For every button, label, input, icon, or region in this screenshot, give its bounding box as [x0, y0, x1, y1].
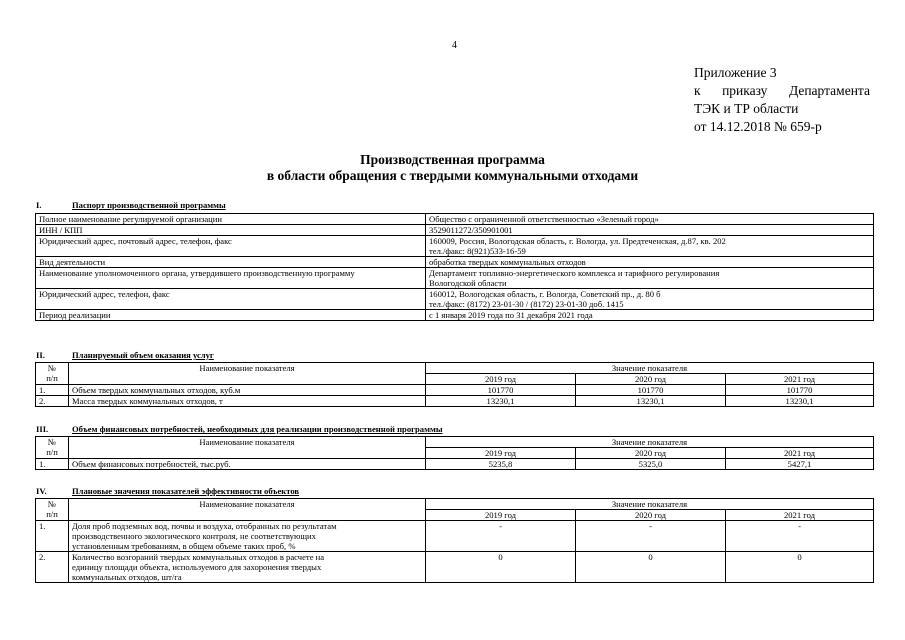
appendix-line-4: от 14.12.2018 № 659-р: [694, 119, 822, 134]
column-header-year: 2020 год: [576, 448, 726, 459]
row-label: Юридический адрес, телефон, факс: [36, 289, 426, 310]
row-value: 3529011272/350901001: [426, 225, 874, 236]
column-header-year: 2021 год: [726, 448, 874, 459]
table-row: [36, 459, 874, 470]
services-volume-table: [35, 362, 874, 407]
column-header-number: № п/п: [36, 363, 69, 385]
value-line: тел./факс: (8172) 23-01-30 / (8172) 23-01-30 доб. 1415: [429, 299, 624, 309]
row-value: 101770: [726, 385, 874, 396]
appendix-word: к: [694, 83, 701, 98]
row-value: 0: [426, 552, 576, 583]
column-header-name: Наименование показателя: [69, 363, 426, 385]
table-row: [36, 385, 874, 396]
section-number: I.: [36, 200, 42, 210]
column-header-year: 2019 год: [426, 510, 576, 521]
column-header-year: 2020 год: [576, 374, 726, 385]
value-line: Департамент топливно-энергетического комплекса и тарифного регулирования: [429, 268, 720, 278]
row-value: Общество с ограниченной ответственностью «Зеленый город»: [426, 214, 874, 225]
table-header-row: [36, 499, 874, 510]
column-header-number: № п/п: [36, 437, 69, 459]
section-title: Объем финансовых потребностей, необходимых для реализации производственной программы: [72, 424, 443, 434]
appendix-block: [694, 64, 870, 136]
name-line: установленным требованиям, в общем объеме таких проб, %: [72, 541, 296, 551]
name-line: производственного экологического контроля, не соответствующих: [72, 531, 316, 541]
section-number: III.: [36, 424, 49, 434]
section-3-heading: [36, 424, 443, 434]
row-value: с 1 января 2019 года по 31 декабря 2021 года: [426, 310, 874, 321]
name-line: Доля проб подземных вод, почвы и воздуха, отобранных по результатам: [72, 521, 337, 531]
table-row: [36, 552, 874, 583]
table-row: [36, 214, 874, 225]
value-line: тел./факс: 8(921)533-16-59: [429, 246, 526, 256]
column-header-value: Значение показателя: [426, 437, 874, 448]
section-number: IV.: [36, 486, 47, 496]
column-header-value: Значение показателя: [426, 363, 874, 374]
row-value: [426, 236, 874, 257]
table-row: [36, 289, 874, 310]
appendix-line-1: Приложение 3: [694, 65, 777, 80]
row-number: 1.: [36, 385, 69, 396]
passport-table: [35, 213, 874, 321]
name-line: Количество возгораний твердых коммунальных отходов в расчете на: [72, 552, 325, 562]
column-header-year: 2020 год: [576, 510, 726, 521]
appendix-word: Департамента: [788, 83, 870, 98]
name-line: единицу площади объекта, используемого для захоронения твердых: [72, 562, 322, 572]
column-header-year: 2021 год: [726, 374, 874, 385]
column-header-name: Наименование показателя: [69, 499, 426, 521]
column-header-name: Наименование показателя: [69, 437, 426, 459]
row-value: 13230,1: [426, 396, 576, 407]
section-number: II.: [36, 350, 45, 360]
table-row: [36, 521, 874, 552]
row-name: [69, 521, 426, 552]
table-row: [36, 268, 874, 289]
table-row: [36, 236, 874, 257]
column-header-year: 2021 год: [726, 510, 874, 521]
row-name: [69, 552, 426, 583]
row-value: 101770: [426, 385, 576, 396]
row-value: [426, 289, 874, 310]
row-label: Полное наименование регулируемой организации: [36, 214, 426, 225]
page-number: 4: [452, 40, 457, 51]
appendix-line-2: [694, 82, 870, 100]
row-label: Юридический адрес, почтовый адрес, телефон, факс: [36, 236, 426, 257]
row-value: 5325,0: [576, 459, 726, 470]
row-value: -: [726, 521, 874, 552]
row-value: -: [426, 521, 576, 552]
section-4-heading: [36, 486, 299, 496]
efficiency-indicators-table: [35, 498, 874, 583]
table-row: [36, 257, 874, 268]
row-value: 13230,1: [726, 396, 874, 407]
row-value: 5235,8: [426, 459, 576, 470]
table-row: [36, 225, 874, 236]
row-name: Масса твердых коммунальных отходов, т: [69, 396, 426, 407]
row-value: обработка твердых коммунальных отходов: [426, 257, 874, 268]
column-header-year: 2019 год: [426, 448, 576, 459]
row-number: 2.: [36, 396, 69, 407]
section-1-heading: [36, 200, 226, 210]
value-line: 160009, Россия, Вологодская область, г. Вологда, ул. Предтеченская, д.87, кв. 202: [429, 236, 726, 246]
table-row: [36, 310, 874, 321]
row-number: 2.: [36, 552, 69, 583]
row-value: [426, 268, 874, 289]
row-label: ИНН / КПП: [36, 225, 426, 236]
row-label: Вид деятельности: [36, 257, 426, 268]
financial-needs-table: [35, 436, 874, 470]
row-value: 0: [726, 552, 874, 583]
value-line: Вологодской области: [429, 278, 507, 288]
appendix-line-3: ТЭК и ТР области: [694, 101, 799, 116]
row-value: 13230,1: [576, 396, 726, 407]
document-subtitle: в области обращения с твердыми коммунальными отходами: [266, 168, 639, 183]
row-name: Объем твердых коммунальных отходов, куб.м: [69, 385, 426, 396]
section-title: Плановые значения показателей эффективности объектов: [72, 486, 300, 496]
row-number: 1.: [36, 521, 69, 552]
section-title: Паспорт производственной программы: [72, 200, 226, 210]
row-label: Период реализации: [36, 310, 426, 321]
section-title: Планируемый объем оказания услуг: [72, 350, 214, 360]
column-header-value: Значение показателя: [426, 499, 874, 510]
column-header-year: 2019 год: [426, 374, 576, 385]
document-title: Производственная программа: [360, 152, 545, 167]
row-value: 0: [576, 552, 726, 583]
column-header-number: № п/п: [36, 499, 69, 521]
value-line: 160012, Вологодская область, г. Вологда, Советский пр., д. 80 б: [429, 289, 661, 299]
row-number: 1.: [36, 459, 69, 470]
row-value: 5427,1: [726, 459, 874, 470]
row-value: -: [576, 521, 726, 552]
table-header-row: [36, 363, 874, 374]
row-label: Наименование уполномоченного органа, утвердившего производственную программу: [36, 268, 426, 289]
table-row: [36, 396, 874, 407]
name-line: коммунальных отходов, шт/га: [72, 572, 182, 582]
row-name: Объем финансовых потребностей, тыс.руб.: [69, 459, 426, 470]
table-header-row: [36, 437, 874, 448]
section-2-heading: [36, 350, 214, 360]
appendix-word: приказу: [722, 83, 768, 98]
row-value: 101770: [576, 385, 726, 396]
